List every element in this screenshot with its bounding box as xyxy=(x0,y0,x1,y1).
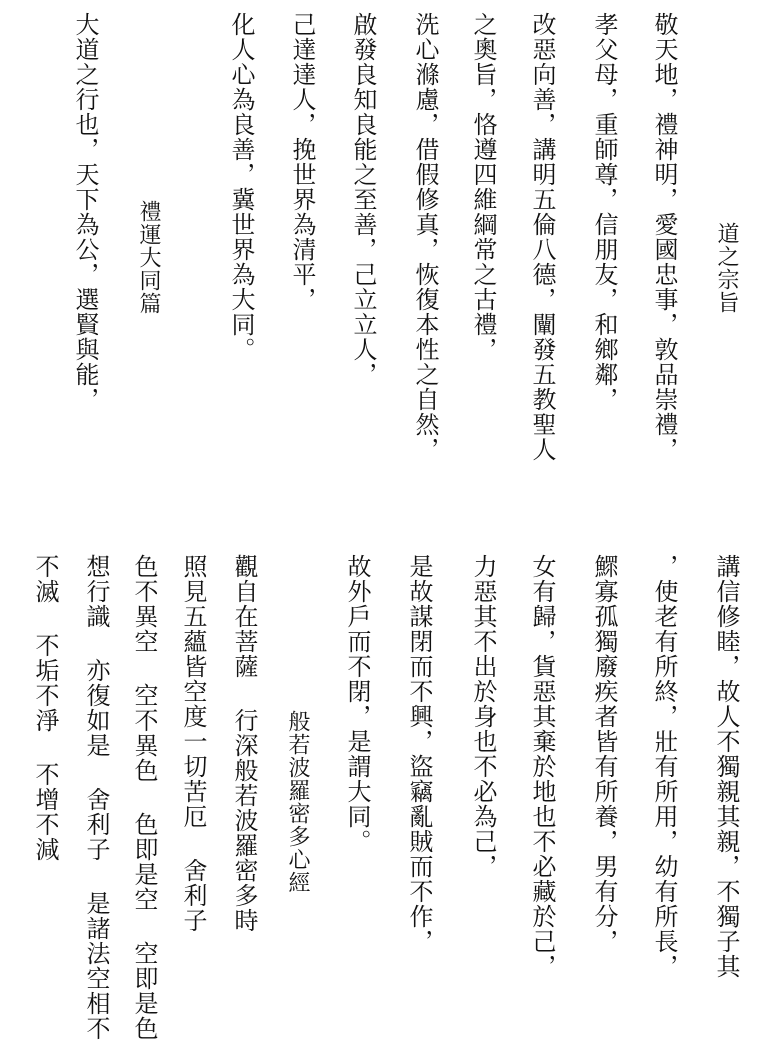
text-column: 敬天地，禮神明，愛國忠事，敦品崇禮， xyxy=(650,12,678,462)
text-column: 是故謀閉而不興，盜竊亂賊而不作， xyxy=(405,554,433,954)
text-column: 鰥寡孤獨廢疾者皆有所養，男有分， xyxy=(590,554,618,954)
text-column: 女有歸，貨惡其棄於地也不必藏於己， xyxy=(528,554,556,979)
text-column: 故外戶而不閉，是謂大同。 xyxy=(343,554,371,854)
text-column: 照見五蘊皆空度一切苦厄 舍利子 xyxy=(179,554,207,933)
text-column: 改惡向善，講明五倫八德，闡發五教聖人 xyxy=(528,12,556,462)
text-column: 化人心為良善，冀世界為大同。 xyxy=(227,12,255,362)
text-column: 洗心滌慮，借假修真，恢復本性之自然， xyxy=(411,12,439,462)
text-column: 己達達人，挽世界為清平， xyxy=(288,12,316,312)
text-column: 想行識 亦復如是 舍利子 是諸法空相不 xyxy=(82,554,110,1041)
text-column: 觀自在菩薩 行深般若波羅密多時 xyxy=(230,554,258,933)
text-column: 力惡其不出於身也不必為己， xyxy=(469,554,497,879)
text-column: 孝父母，重師尊，信朋友，和鄉鄰， xyxy=(590,12,618,412)
text-column: 之奧旨，恪遵四維綱常之古禮， xyxy=(469,12,497,362)
top-panel xyxy=(0,0,768,512)
text-column: ，使老有所終，壯有所用，幼有所長， xyxy=(650,554,678,979)
text-column: 講信修睦，故人不獨親其親，不獨子其 xyxy=(712,554,740,979)
text-column: 色不異空 空不異色 色即是空 空即是色 xyxy=(130,554,158,1041)
sutra-title: 般若波羅密多心經 xyxy=(285,710,310,894)
text-column: 不滅 不垢不淨 不增不減 xyxy=(31,554,59,862)
section-subtitle: 禮運大同篇 xyxy=(136,200,161,315)
bottom-panel xyxy=(0,512,768,1041)
text-column: 啟發良知良能之至善，己立立人， xyxy=(349,12,377,387)
text-column: 大道之行也，天下為公，選賢與能， xyxy=(71,12,99,412)
section-title: 道之宗旨 xyxy=(714,222,739,314)
